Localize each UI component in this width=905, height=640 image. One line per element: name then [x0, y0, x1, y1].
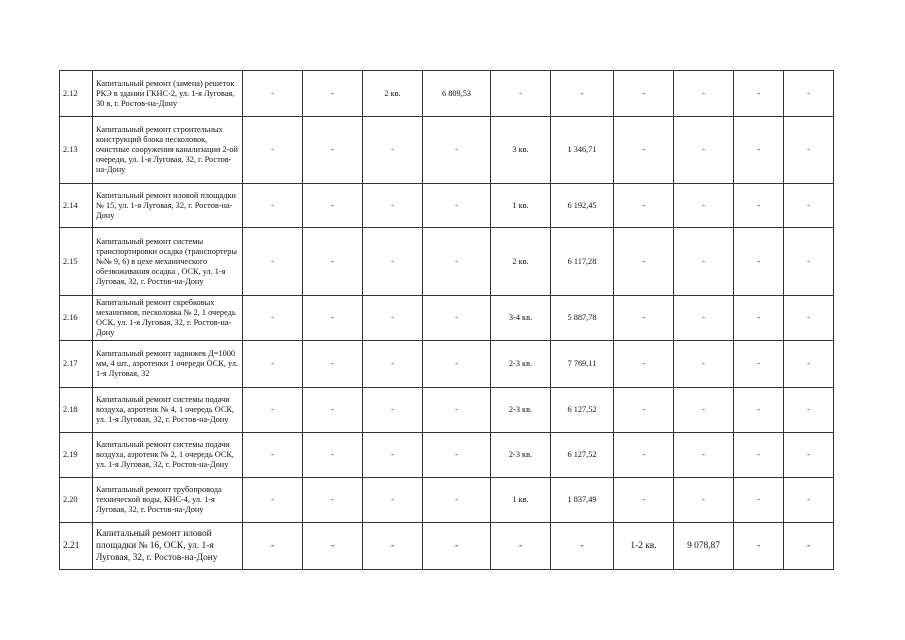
value-cell-5: 2-3 кв. — [491, 388, 551, 433]
value-cell-2: - — [303, 184, 363, 228]
value-cell-6: 6 127,52 — [551, 388, 614, 433]
value-cell-1: - — [243, 184, 303, 228]
value-cell-9: - — [734, 433, 784, 478]
value-cell-6: - — [551, 71, 614, 117]
value-cell-7: - — [614, 341, 674, 388]
value-cell-3: - — [363, 117, 423, 184]
table-row — [60, 341, 834, 388]
work-description-cell: Капитальный ремонт системы подачи воздуха, аэротенк № 2, 1 очередь ОСК, ул. 1-я Луговая, 32, г. Ростов-на-Дону — [93, 433, 243, 478]
value-cell-8: - — [674, 117, 734, 184]
value-cell-7: 1-2 кв. — [614, 523, 674, 570]
value-cell-6: 1 837,49 — [551, 478, 614, 523]
row-number-cell: 2.20 — [60, 478, 93, 523]
value-cell-8: - — [674, 388, 734, 433]
value-cell-4: - — [423, 117, 491, 184]
value-cell-6: 6 117,28 — [551, 228, 614, 296]
table-row — [60, 184, 834, 228]
value-cell-9: - — [734, 296, 784, 341]
work-description-cell: Капитальный ремонт трубопровода технической воды, КНС-4, ул. 1-я Луговая, 32, г. Ростов-на-Дону — [93, 478, 243, 523]
value-cell-4: - — [423, 228, 491, 296]
value-cell-6: 5 887,78 — [551, 296, 614, 341]
row-number-cell: 2.19 — [60, 433, 93, 478]
row-number-cell: 2.18 — [60, 388, 93, 433]
table-row — [60, 71, 834, 117]
value-cell-8: - — [674, 478, 734, 523]
value-cell-2: - — [303, 341, 363, 388]
value-cell-3: - — [363, 184, 423, 228]
value-cell-7: - — [614, 184, 674, 228]
value-cell-9: - — [734, 523, 784, 570]
value-cell-5: - — [491, 523, 551, 570]
work-description-cell: Капитальный ремонт системы транспортировки осадка (транспортеры №№ 9, 6) в цехе механического обезвоживания осадка , ОСК, ул. 1-я Луговая, 32, г. Ростов-на-Дону — [93, 228, 243, 296]
value-cell-2: - — [303, 117, 363, 184]
value-cell-1: - — [243, 433, 303, 478]
work-description-cell: Капитальный ремонт строительных конструкций блока песколовок, очистные сооружения канализации 2-ой очереди, ул. 1-я Луговая, 32, г. Ростов-на-Дону — [93, 117, 243, 184]
value-cell-1: - — [243, 117, 303, 184]
row-number-cell: 2.13 — [60, 117, 93, 184]
value-cell-4: - — [423, 296, 491, 341]
value-cell-9: - — [734, 184, 784, 228]
table-row — [60, 228, 834, 296]
value-cell-5: 1 кв. — [491, 184, 551, 228]
value-cell-10: - — [784, 228, 834, 296]
value-cell-3: - — [363, 296, 423, 341]
work-description-cell: Капитальный ремонт системы подачи воздуха, аэротенк № 4, 1 очередь ОСК, ул. 1-я Луговая, 32, г. Ростов-на-Дону — [93, 388, 243, 433]
capital-repair-table — [59, 70, 834, 570]
row-number-cell: 2.14 — [60, 184, 93, 228]
value-cell-5: 3-4 кв. — [491, 296, 551, 341]
value-cell-6: 6 192,45 — [551, 184, 614, 228]
value-cell-2: - — [303, 433, 363, 478]
value-cell-8: - — [674, 433, 734, 478]
value-cell-8: 9 078,87 — [674, 523, 734, 570]
value-cell-5: 2-3 кв. — [491, 433, 551, 478]
value-cell-1: - — [243, 341, 303, 388]
value-cell-7: - — [614, 388, 674, 433]
value-cell-8: - — [674, 228, 734, 296]
value-cell-10: - — [784, 523, 834, 570]
work-description-cell: Капитальный ремонт иловой площадки № 16, ОСК, ул. 1-я Луговая, 32, г. Ростов-на-Дону — [93, 523, 243, 570]
value-cell-9: - — [734, 71, 784, 117]
value-cell-7: - — [614, 478, 674, 523]
value-cell-1: - — [243, 388, 303, 433]
value-cell-7: - — [614, 117, 674, 184]
row-number-cell: 2.16 — [60, 296, 93, 341]
value-cell-2: - — [303, 523, 363, 570]
value-cell-2: - — [303, 71, 363, 117]
value-cell-6: 7 769,11 — [551, 341, 614, 388]
value-cell-10: - — [784, 433, 834, 478]
value-cell-8: - — [674, 296, 734, 341]
value-cell-7: - — [614, 433, 674, 478]
value-cell-5: 3 кв. — [491, 117, 551, 184]
value-cell-6: 1 346,71 — [551, 117, 614, 184]
value-cell-9: - — [734, 117, 784, 184]
row-number-cell: 2.17 — [60, 341, 93, 388]
value-cell-10: - — [784, 184, 834, 228]
work-description-cell: Капитальный ремонт (замена) решеток РКЭ в здании ГКНС-2, ул. 1-я Луговая, 30 в, г. Ростов-на-Дону — [93, 71, 243, 117]
value-cell-9: - — [734, 341, 784, 388]
value-cell-8: - — [674, 341, 734, 388]
value-cell-3: 2 кв. — [363, 71, 423, 117]
value-cell-10: - — [784, 388, 834, 433]
value-cell-10: - — [784, 341, 834, 388]
value-cell-7: - — [614, 296, 674, 341]
value-cell-8: - — [674, 184, 734, 228]
table-row — [60, 478, 834, 523]
table-body — [60, 71, 834, 570]
value-cell-6: 6 127,52 — [551, 433, 614, 478]
value-cell-4: - — [423, 478, 491, 523]
value-cell-10: - — [784, 117, 834, 184]
value-cell-5: 1 кв. — [491, 478, 551, 523]
value-cell-1: - — [243, 523, 303, 570]
table-row — [60, 433, 834, 478]
value-cell-3: - — [363, 341, 423, 388]
value-cell-1: - — [243, 228, 303, 296]
value-cell-5: - — [491, 71, 551, 117]
work-description-cell: Капитальный ремонт иловой площадки № 15, ул. 1-я Луговая, 32, г. Ростов-на-Дону — [93, 184, 243, 228]
value-cell-4: 6 809,53 — [423, 71, 491, 117]
value-cell-9: - — [734, 388, 784, 433]
value-cell-2: - — [303, 228, 363, 296]
value-cell-2: - — [303, 296, 363, 341]
value-cell-4: - — [423, 388, 491, 433]
value-cell-2: - — [303, 478, 363, 523]
value-cell-8: - — [674, 71, 734, 117]
value-cell-6: - — [551, 523, 614, 570]
value-cell-10: - — [784, 478, 834, 523]
table-row — [60, 523, 834, 570]
value-cell-5: 2-3 кв. — [491, 341, 551, 388]
value-cell-9: - — [734, 228, 784, 296]
value-cell-9: - — [734, 478, 784, 523]
value-cell-3: - — [363, 388, 423, 433]
table-row — [60, 296, 834, 341]
value-cell-7: - — [614, 71, 674, 117]
value-cell-4: - — [423, 184, 491, 228]
value-cell-1: - — [243, 71, 303, 117]
value-cell-4: - — [423, 523, 491, 570]
row-number-cell: 2.21 — [60, 523, 93, 570]
work-description-cell: Капитальный ремонт скребковых механизмов, песколовка № 2, 1 очередь ОСК, ул. 1-я Луговая, 32, г. Ростов-на-Дону — [93, 296, 243, 341]
value-cell-1: - — [243, 478, 303, 523]
value-cell-5: 2 кв. — [491, 228, 551, 296]
value-cell-3: - — [363, 523, 423, 570]
table-row — [60, 388, 834, 433]
value-cell-2: - — [303, 388, 363, 433]
value-cell-1: - — [243, 296, 303, 341]
value-cell-10: - — [784, 71, 834, 117]
value-cell-7: - — [614, 228, 674, 296]
value-cell-3: - — [363, 228, 423, 296]
row-number-cell: 2.15 — [60, 228, 93, 296]
value-cell-3: - — [363, 478, 423, 523]
table-row — [60, 117, 834, 184]
value-cell-4: - — [423, 433, 491, 478]
work-description-cell: Капитальный ремонт задвижек Д=1000 мм, 4 шт., аэротенки 1 очереди ОСК, ул. 1-я Луговая, 32 — [93, 341, 243, 388]
value-cell-4: - — [423, 341, 491, 388]
value-cell-3: - — [363, 433, 423, 478]
row-number-cell: 2.12 — [60, 71, 93, 117]
value-cell-10: - — [784, 296, 834, 341]
